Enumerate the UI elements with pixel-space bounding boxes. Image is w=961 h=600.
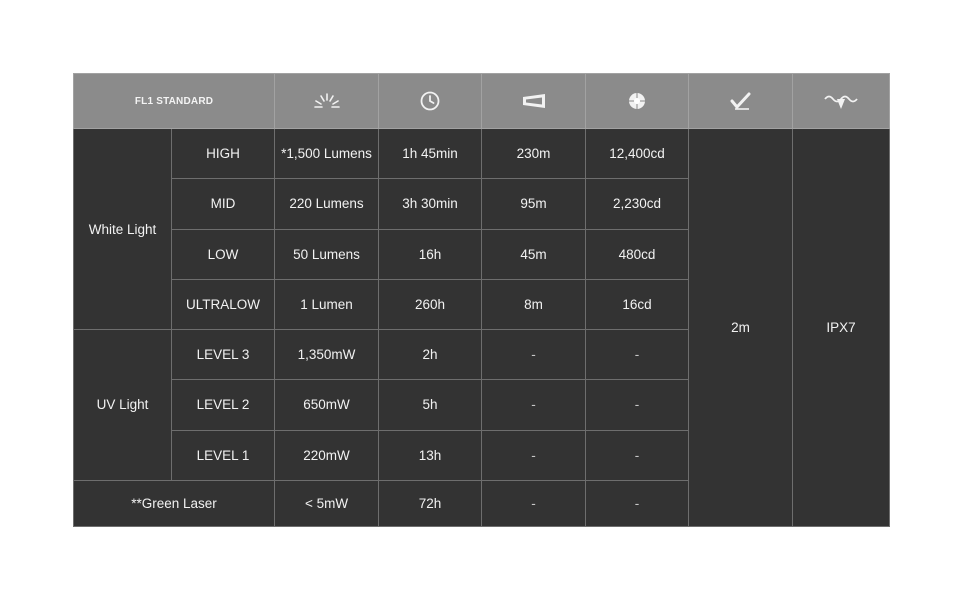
output-cell: 1 Lumen xyxy=(275,279,379,329)
light-output-icon xyxy=(275,74,379,129)
runtime-cell: 2h xyxy=(379,330,482,380)
beam-distance-cell: 230m xyxy=(482,129,586,179)
runtime-cell: 260h xyxy=(379,279,482,329)
output-cell: 220mW xyxy=(275,430,379,480)
mode-cell: HIGH xyxy=(172,129,275,179)
mode-cell: MID xyxy=(172,179,275,229)
group-white-light: White Light xyxy=(74,129,172,330)
runtime-clock-icon xyxy=(379,74,482,129)
intensity-cell: 12,400cd xyxy=(586,129,689,179)
intensity-cell: - xyxy=(586,330,689,380)
mode-cell: LEVEL 2 xyxy=(172,380,275,430)
intensity-cell: - xyxy=(586,430,689,480)
beam-distance-cell: - xyxy=(482,330,586,380)
mode-cell: LEVEL 1 xyxy=(172,430,275,480)
mode-cell: LOW xyxy=(172,229,275,279)
beam-distance-cell: - xyxy=(482,430,586,480)
fl1-spec-table xyxy=(73,73,890,527)
intensity-cell: 480cd xyxy=(586,229,689,279)
intensity-cell: 16cd xyxy=(586,279,689,329)
group-uv-light: UV Light xyxy=(74,330,172,481)
mode-cell: ULTRALOW xyxy=(172,279,275,329)
mode-cell: LEVEL 3 xyxy=(172,330,275,380)
runtime-cell: 16h xyxy=(379,229,482,279)
runtime-cell: 1h 45min xyxy=(379,129,482,179)
intensity-cell: - xyxy=(586,380,689,430)
runtime-cell: 13h xyxy=(379,430,482,480)
beam-distance-cell: - xyxy=(482,380,586,430)
output-cell: 220 Lumens xyxy=(275,179,379,229)
runtime-cell: 3h 30min xyxy=(379,179,482,229)
peak-beam-intensity-icon xyxy=(586,74,689,129)
header-row xyxy=(74,74,890,129)
beam-distance-cell: 8m xyxy=(482,279,586,329)
group-green-laser: **Green Laser xyxy=(74,480,275,526)
runtime-cell: 72h xyxy=(379,480,482,526)
output-cell: *1,500 Lumens xyxy=(275,129,379,179)
output-cell: 650mW xyxy=(275,380,379,430)
beam-distance-icon xyxy=(482,74,586,129)
beam-distance-cell: - xyxy=(482,480,586,526)
beam-distance-cell: 45m xyxy=(482,229,586,279)
water-resistance-value: IPX7 xyxy=(793,129,890,527)
water-resistance-icon xyxy=(793,74,890,129)
output-cell: 1,350mW xyxy=(275,330,379,380)
intensity-cell: 2,230cd xyxy=(586,179,689,229)
impact-resistance-icon xyxy=(689,74,793,129)
beam-distance-cell: 95m xyxy=(482,179,586,229)
table-row xyxy=(74,129,890,179)
impact-resistance-value: 2m xyxy=(689,129,793,527)
output-cell: < 5mW xyxy=(275,480,379,526)
intensity-cell: - xyxy=(586,480,689,526)
runtime-cell: 5h xyxy=(379,380,482,430)
fl1-standard-label: FL1 STANDARD xyxy=(74,74,275,129)
output-cell: 50 Lumens xyxy=(275,229,379,279)
